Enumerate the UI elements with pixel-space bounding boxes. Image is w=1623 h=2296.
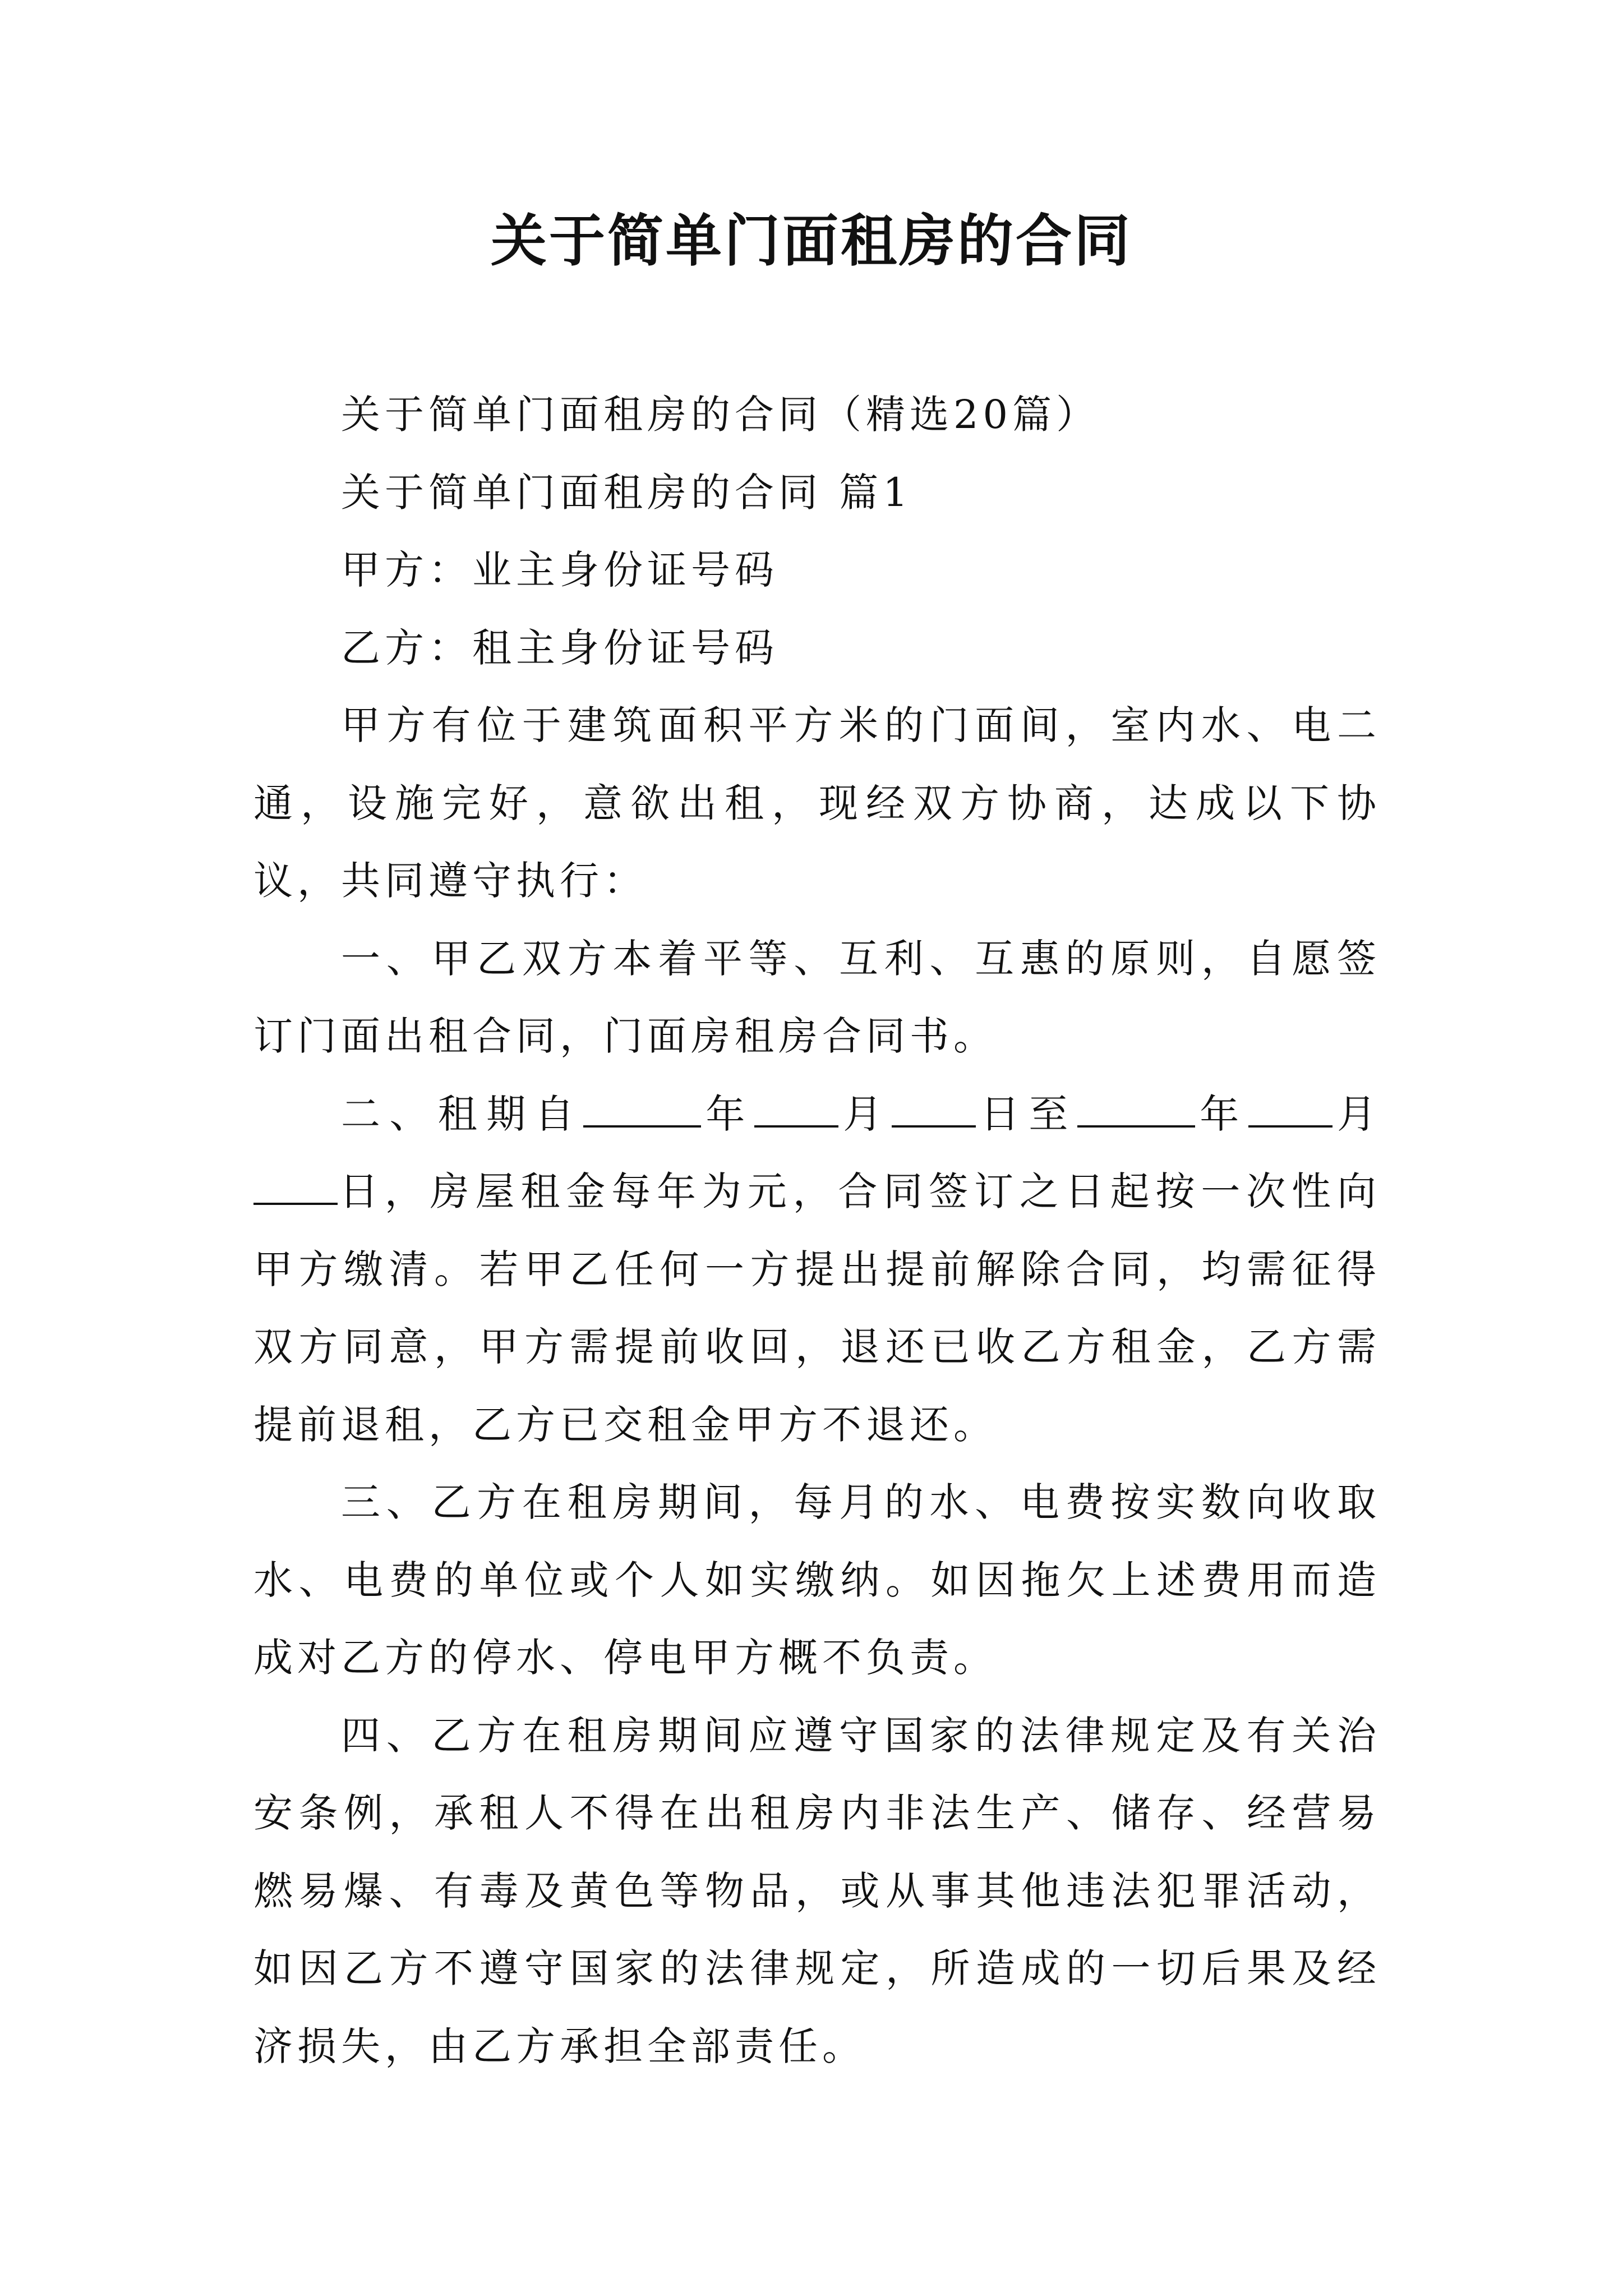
clause-2-lead: 二、租期自	[341, 1091, 583, 1137]
section-heading: 关于简单门面租房的合同 篇1	[341, 469, 912, 516]
clause-2-month-1: 月	[838, 1091, 892, 1137]
party-a-line: 甲方：业主身份证号码	[341, 547, 778, 593]
blank-end-day	[253, 1169, 338, 1205]
clause-2	[253, 1075, 1381, 1464]
document-subtitle: 关于简单门面租房的合同（精选20篇）	[341, 392, 1100, 438]
intro-paragraph: 甲方有位于建筑面积平方米的门面间，室内水、电二通，设施完好，意欲出租，现经双方协商，达成以下协议，共同遵守执行：	[253, 702, 1381, 904]
blank-end-year	[1077, 1092, 1195, 1128]
document-title: 关于简单门面租房的合同	[491, 208, 1132, 274]
clause-4: 四、乙方在租房期间应遵守国家的法律规定及有关治安条例，承租人不得在出租房内非法生产、储存、经营易燃易爆、有毒及黄色等物品，或从事其他违法犯罪活动，如因乙方不遵守国家的法律规定，所造成的一切后果及经济损失，由乙方承担全部责任。	[253, 1712, 1381, 2069]
blank-start-year	[583, 1092, 701, 1128]
clause-2-rest: 日，房屋租金每年为元，合同签订之日起按一次性向甲方缴清。若甲乙任何一方提出提前解除合同，均需征得双方同意，甲方需提前收回，退还已收乙方租金，乙方需提前退租，乙方已交租金甲方不退还。	[253, 1168, 1381, 1448]
party-b-line: 乙方：租主身份证号码	[341, 624, 778, 671]
clause-2-year-2: 年	[1195, 1091, 1248, 1137]
clause-3: 三、乙方在租房期间，每月的水、电费按实数向收取水、电费的单位或个人如实缴纳。如因拖欠上述费用而造成对乙方的停水、停电甲方概不负责。	[253, 1479, 1381, 1681]
blank-start-day	[892, 1092, 976, 1128]
clause-2-month-2: 月	[1332, 1091, 1381, 1137]
clause-2-year-1: 年	[701, 1091, 754, 1137]
clause-1: 一、甲乙双方本着平等、互利、互惠的原则，自愿签订门面出租合同，门面房租房合同书。	[253, 935, 1381, 1059]
blank-end-month	[1248, 1092, 1332, 1128]
document-body	[253, 376, 1381, 2085]
blank-start-month	[754, 1092, 838, 1128]
clause-2-day-to: 日至	[975, 1091, 1077, 1137]
